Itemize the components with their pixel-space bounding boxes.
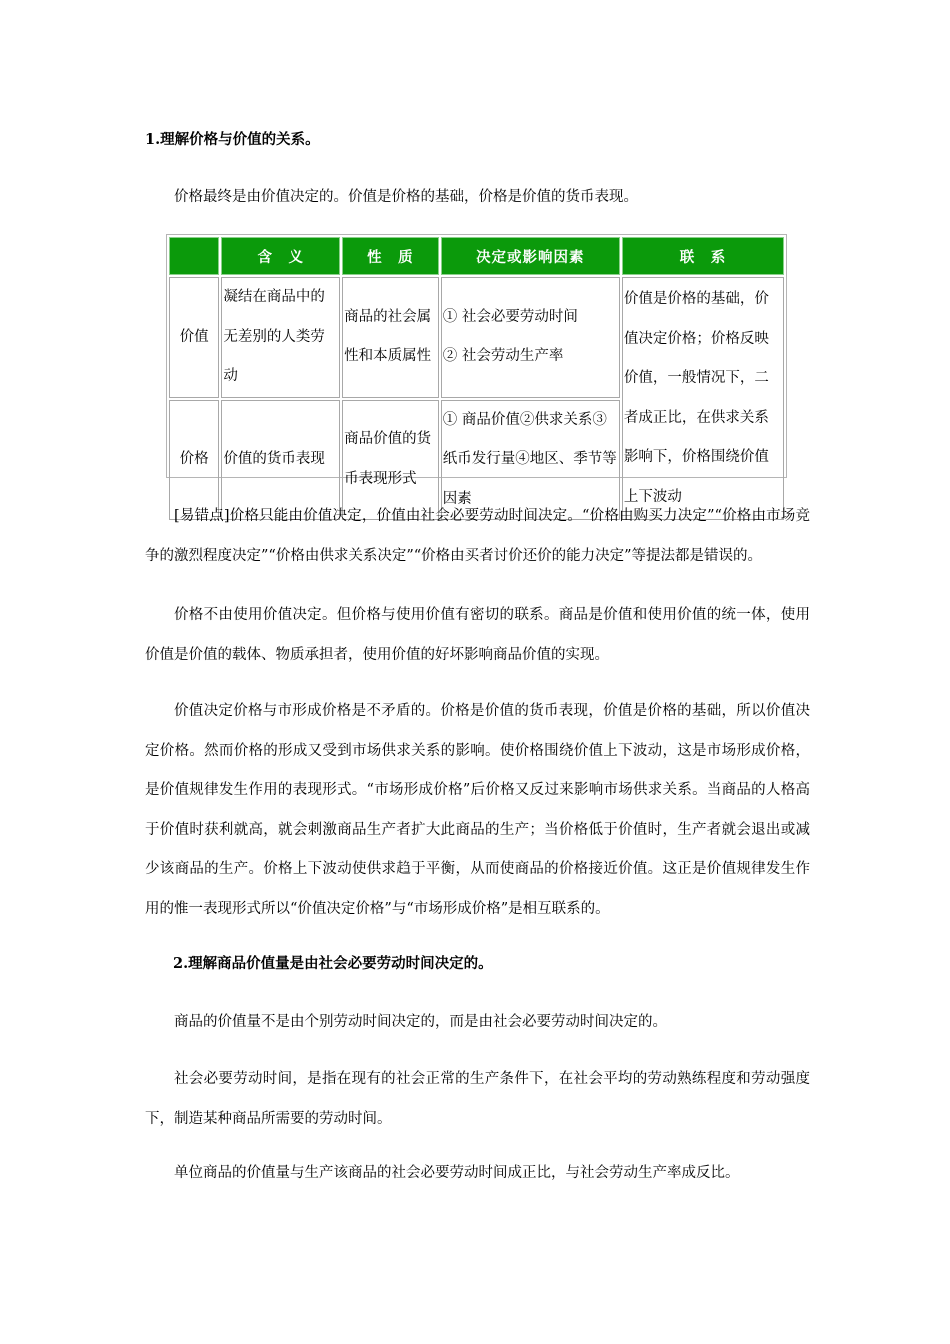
section-1-heading: 1.理解价格与价值的关系。 bbox=[145, 131, 320, 148]
section-2-paragraph: 社会必要劳动时间，是指在现有的社会正常的生产条件下，在社会平均的劳动熟练程度和劳动强度下，制造某种商品所需要的劳动时间。 bbox=[145, 1071, 810, 1127]
table-header-cell bbox=[169, 237, 219, 275]
section-2-paragraph: 单位商品的价值量与生产该商品的社会必要劳动时间成正比，与社会劳动生产率成反比。 bbox=[174, 1165, 740, 1181]
section-1-intro: 价格最终是由价值决定的。价值是价格的基础，价格是价值的货币表现。 bbox=[174, 189, 638, 205]
value-nature-cell: 商品的社会属性和本质属性 bbox=[342, 277, 439, 398]
value-factor-item: ② 社会劳动生产率 bbox=[442, 348, 564, 365]
value-price-table bbox=[166, 234, 787, 507]
section-2-paragraph: 商品的价值量不是由个别劳动时间决定的，而是由社会必要劳动时间决定的。 bbox=[174, 1014, 667, 1030]
table-header-cell: 联 系 bbox=[622, 237, 784, 275]
table-header-row bbox=[169, 237, 784, 275]
row-label-price: 价格 bbox=[169, 400, 219, 521]
table-row bbox=[169, 277, 784, 398]
value-factor-item: ① 社会必要劳动时间 bbox=[442, 308, 578, 325]
row-label-value: 价值 bbox=[169, 277, 219, 398]
paragraph-use-value: 价格不由使用价值决定。但价格与使用价值有密切的联系。商品是价值和使用价值的统一体，使用价值是价值的载体、物质承担者，使用价值的好坏影响商品价值的实现。 bbox=[145, 607, 810, 663]
section-2-heading: 2.理解商品价值量是由社会必要劳动时间决定的。 bbox=[173, 955, 493, 972]
price-nature-cell: 商品价值的货币表现形式 bbox=[342, 400, 439, 521]
price-meaning-cell: 价值的货币表现 bbox=[221, 400, 340, 521]
table-header-cell: 含 义 bbox=[221, 237, 340, 275]
paragraph-common-mistake: [易错点]价格只能由价值决定，价值由社会必要劳动时间决定。“价格由购买力决定”“价格由市场竞争的激烈程度决定”“价格由供求关系决定”“价格由买者讨价还价的能力决定”等提法都是错误的。 bbox=[145, 508, 810, 564]
table-header-cell: 决定或影响因素 bbox=[441, 237, 620, 275]
value-factors-cell bbox=[441, 277, 620, 398]
value-meaning-cell: 凝结在商品中的无差别的人类劳动 bbox=[221, 277, 340, 398]
table-header-cell: 性 质 bbox=[342, 237, 439, 275]
price-factors-cell: ① 商品价值②供求关系③纸币发行量④地区、季节等因素 bbox=[441, 400, 620, 521]
paragraph-market-price: 价值决定价格与市形成价格是不矛盾的。价格是价值的货币表现，价值是价格的基础，所以价值决定价格。然而价格的形成又受到市场供求关系的影响。使价格围绕价值上下波动，这是市场形成价格，是价值规律发生作用的表现形式。“市场形成价格”后价格又反过来影响市场供求关系。当商品的人格高于价值时获利就高，就会刺激商品生产者扩大此商品的生产；当价格低于价值时，生产者就会退出或减少该商品的生产。价格上下波动使供求趋于平衡，从而使商品的价格接近价值。这正是价值规律发生作用的惟一表现形式所以“价值决定价格”与“市场形成价格”是相互联系的。 bbox=[145, 703, 810, 917]
relation-cell: 价值是价格的基础，价值决定价格；价格反映价值，一般情况下，二者成正比，在供求关系影响下，价格围绕价值上下波动 bbox=[622, 277, 784, 520]
